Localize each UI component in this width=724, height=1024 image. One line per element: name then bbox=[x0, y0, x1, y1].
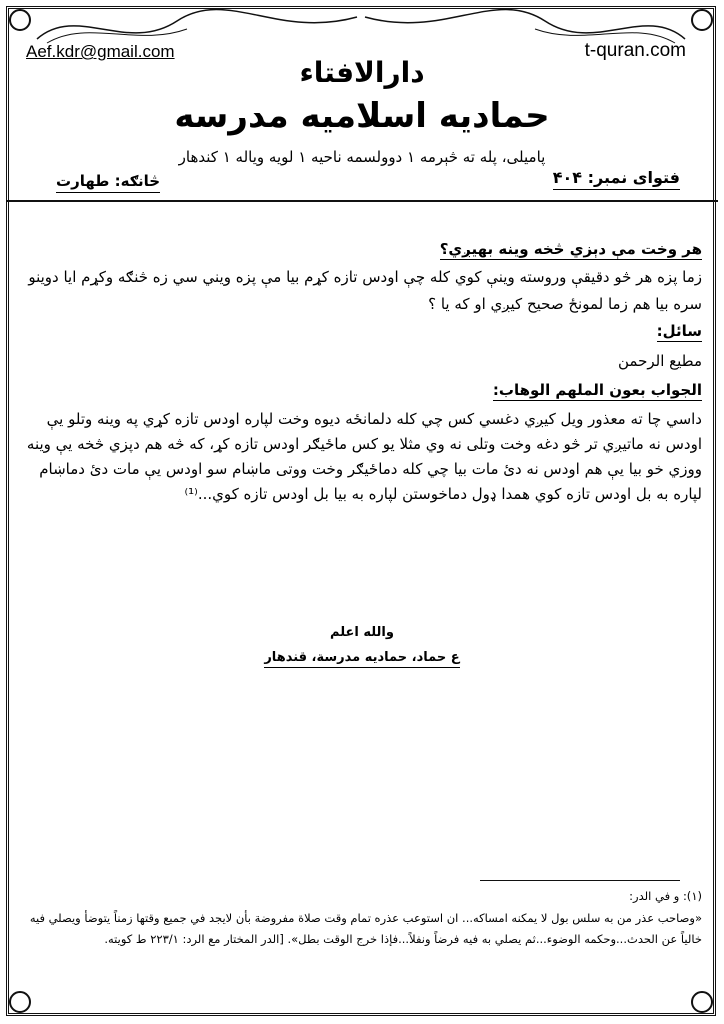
asker-label: سائل: bbox=[656, 322, 702, 340]
footnote-text: «وصاحب عذر من به سلس بول لا يمكنه امساكه... ان استوعب عذره تمام وقت صلاة مفروضة بأن لايجد في جميع وقتها زمناً يتوضأ ويصلي فيه خالياً عن الحدث...وحكمه الوضوء...ثم يصلي به فيه فرضاً ونفلاً...فإذا خرج الوقت بطل». [الدر المختار مع الرد: ۲۲۳/۱ ط کويته. bbox=[29, 911, 702, 946]
website-link[interactable]: t-quran.com bbox=[584, 40, 686, 61]
corner-ornament bbox=[9, 991, 31, 1013]
corner-ornament bbox=[691, 991, 713, 1013]
footnote-divider bbox=[480, 880, 680, 881]
answer-text: داسي چا ته معذور ويل کيږي دغسي کس چي کله دلمانځه ديوه وخت لپاره اودس تازه کړي په وينه وتلو يې اودس نه ماتيږي تر څو دغه وخت وتلی نه وي مثلا يو کس ماځيګر اودس تازه کړ، که څه هم دپزي څخه يې وينه ووزي خو بيا يې هم اودس نه دئ مات بيا چي کله دماځيګر وخت ووتی ماښام سو اودس يې مات دئ دماښام لپاره به بل اودس تازه کوي همدا ډول دماخوستن لپاره به بيا بل اودس تازه کوي...⁽¹⁾ bbox=[26, 410, 702, 503]
header-divider bbox=[6, 200, 718, 202]
fatwa-number: فتوای نمبر: ۴۰۴ bbox=[553, 168, 680, 190]
dar-ul-ifta-title: دارالافتاء bbox=[299, 56, 425, 89]
question-text: زما پزه هر څو دقيقې وروسته وينې کوي کله چې اودس تازه کړم بيا مې پزه ويني سي زه څنګه وکړم ايا دوينو سره بيا هم زما لمونځ صحيح کيږي او که يا ؟ bbox=[28, 268, 702, 313]
question-title: هر وخت مې دېزي څخه وينه بهيږي؟ bbox=[439, 240, 702, 258]
email-link[interactable]: Aef.kdr@gmail.com bbox=[26, 42, 175, 61]
footnote-heading: (۱): و في الدر: bbox=[629, 889, 702, 903]
topic-label: څانګه: طهارت bbox=[56, 172, 160, 193]
asker-name: مطيع الرحمن bbox=[618, 352, 702, 370]
letterhead bbox=[8, 8, 716, 204]
allah-alam: والله اعلم bbox=[330, 625, 394, 640]
madrasa-name: حمادیه اسلامیه مدرسه bbox=[174, 96, 550, 136]
address-line: پامیلی، پله ته څېرمه ۱ دوولسمه ناحیه ۱ لویه ویاله ۱ کندهار bbox=[178, 148, 546, 166]
answer-label: الجواب بعون الملهم الوهاب: bbox=[492, 381, 702, 399]
signature-line: ع حماد، حماديه مدرسة، قندهار bbox=[0, 650, 724, 665]
